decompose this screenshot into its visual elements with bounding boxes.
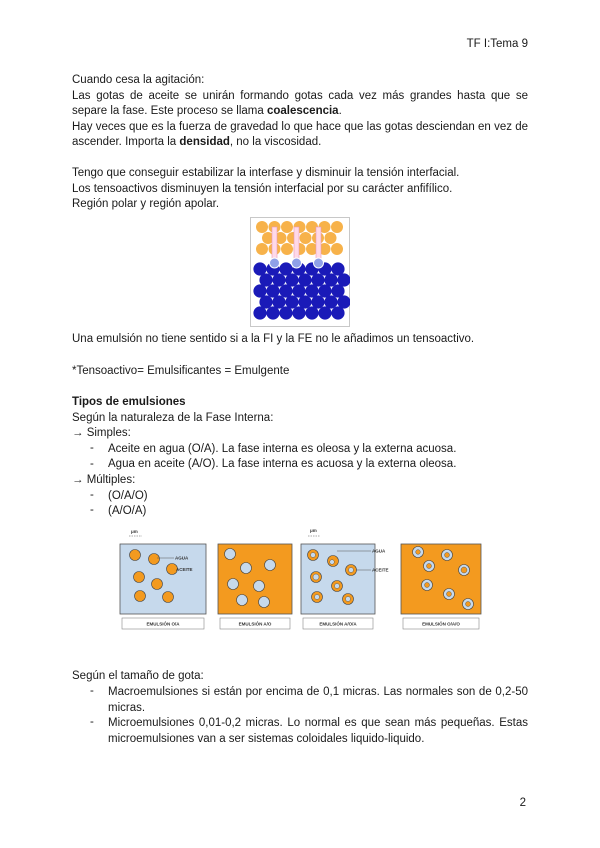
list-item-oa: Aceite en agua (O/A). La fase interna es oleosa y la externa acuosa. [108,442,457,455]
list-bullet: - [90,457,94,470]
list-bullet: - [90,685,94,698]
paragraph-emulsion-note: Una emulsión no tiene sentido si a la FI y la FE no le añadimos un tensoactivo. [72,333,475,345]
surfactant-interface-figure [250,217,350,327]
oil-drop [331,221,343,233]
list-bullet: - [90,442,94,454]
water-drop [292,306,305,319]
caption-aoa: EMULSIÓN A/O/A [319,621,357,627]
paragraph-gravity: Hay veces que es la fuerza de gravedad lo que hace que las gotas desciendan en vez de ascender. Importa la densidad, no la viscosidad. [72,120,528,149]
size-intro: Según el tamaño de gota: [72,670,204,682]
water-drop [331,306,344,319]
oil-drop [325,232,337,244]
water-drop [253,306,266,319]
list-item-microemulsions: Microemulsiones 0,01-0,2 micras. Lo normal es que sean más pequeñas. Estas microemulsiones van a ser sistemas coloidales liquido-liquido. [108,717,528,745]
simple-label: → Simples: [72,427,131,440]
caption-oao: EMULSIÓN O/A/O [422,621,460,627]
list-bullet: - [90,504,94,517]
size-label-1: μm [131,529,138,534]
size-label-2: μm [310,528,317,533]
section-heading-types: Tipos de emulsiones [72,396,186,408]
paragraph-agitation-stop: Cuando cesa la agitación: [72,74,205,86]
water-drop [305,306,318,319]
oil-drops-group [256,221,343,255]
oil-drop [331,243,343,255]
list-item-aoa: (A/O/A) [108,505,147,518]
list-item-macroemulsions: Macroemulsiones si están por encima de 0,1 micras. Las normales son de 0,2-50 micras. [108,686,528,714]
term-density: densidad [179,136,230,149]
paragraph-coalescence: Las gotas de aceite se unirán formando gotas cada vez más grandes hasta que se separe la fase. Este proceso se llama coalescencia. [72,89,528,118]
paragraph-stabilize: Tengo que conseguir estabilizar la interfase y disminuir la tensión interfacial. [72,167,460,179]
oil-drop [256,221,268,233]
paragraph-polar-regions: Región polar y región apolar. [72,198,220,211]
oil-label-2: ACEITE [372,567,389,573]
water-drops-group [253,262,350,319]
paragraph-synonyms: *Tensoactivo= Emulsificantes = Emulgente [72,365,290,377]
water-drop [318,306,331,319]
emulsion-types-diagram [118,522,488,634]
water-label-2: AGUA [372,548,386,554]
oil-drop [256,243,268,255]
list-item-ao: Agua en aceite (A/O). La fase interna es acuosa y la externa oleosa. [108,458,457,471]
types-intro: Según la naturaleza de la Fase Interna: [72,411,274,424]
term-coalescence: coalescencia [266,105,339,118]
paragraph-surfactants: Los tensoactivos disminuyen la tensión interfacial por su carácter anfifílico. [72,182,453,195]
list-bullet: - [90,488,94,501]
list-item-oao: (O/A/O) [108,489,148,502]
page-header-title: TF I:Tema 9 [466,38,528,50]
caption-ao: EMULSIÓN A/O [238,621,272,627]
water-drop [279,306,292,319]
oil-drop [300,232,312,244]
water-label-1: AGUA [175,555,189,561]
water-drop [266,306,279,319]
oil-drop [281,243,293,255]
oil-drop [281,221,293,233]
page-number: 2 [519,797,526,809]
multiple-label: → Múltiples: [72,474,136,486]
caption-oa: EMULSIÓN O/A [146,621,180,627]
list-bullet: - [90,716,94,729]
oil-label-1: ACEITE [176,567,193,572]
